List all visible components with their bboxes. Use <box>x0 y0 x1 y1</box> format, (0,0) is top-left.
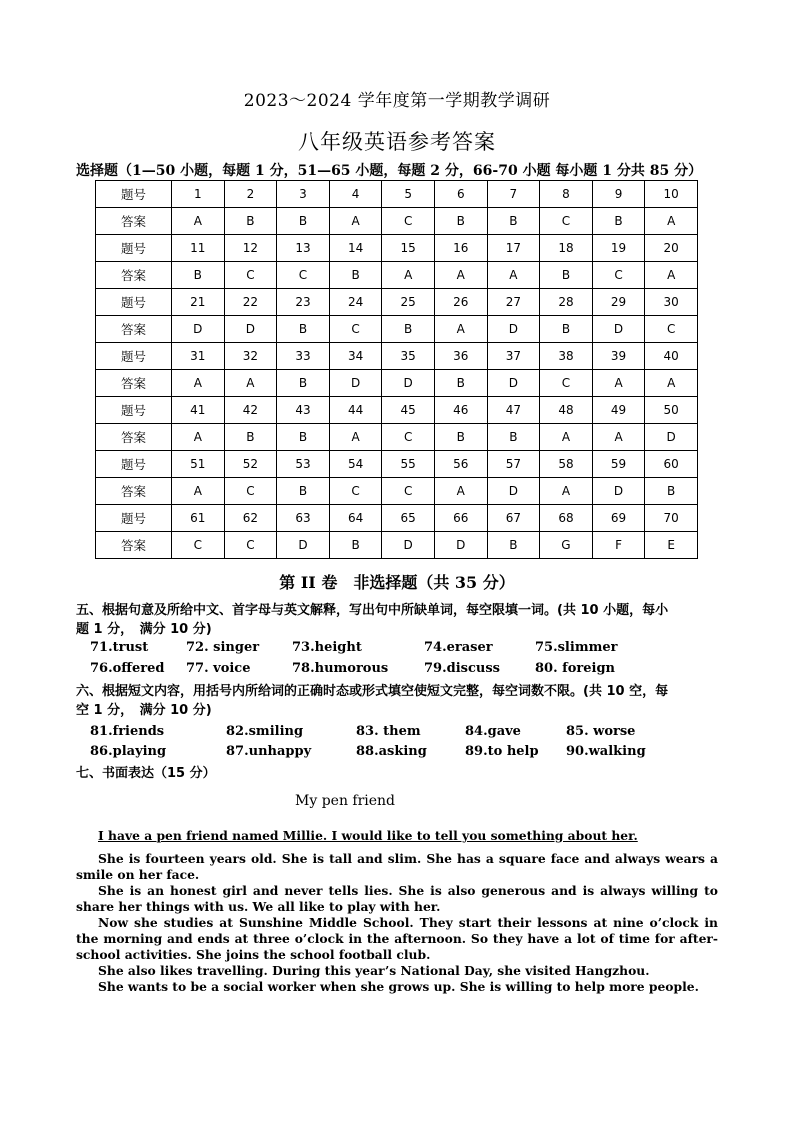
question-number-label: 题号 <box>96 181 172 208</box>
answer-cell: C <box>382 424 435 451</box>
answer-cell: B <box>329 532 382 559</box>
question-number-cell: 67 <box>487 505 540 532</box>
answer-cell: D <box>487 370 540 397</box>
question-number-cell: 17 <box>487 235 540 262</box>
answer-cell: D <box>645 424 698 451</box>
answer-cell: B <box>224 208 277 235</box>
answer-cell: C <box>382 478 435 505</box>
question-number-cell: 42 <box>224 397 277 424</box>
answer-cell: B <box>434 370 487 397</box>
question-number-cell: 3 <box>277 181 330 208</box>
question-number-cell: 45 <box>382 397 435 424</box>
answer-item: 83. them <box>356 724 421 739</box>
question-number-cell: 65 <box>382 505 435 532</box>
answer-cell: B <box>277 370 330 397</box>
question-number-cell: 29 <box>592 289 645 316</box>
answer-cell: B <box>540 262 593 289</box>
answer-cell: A <box>172 478 225 505</box>
question-number-label: 题号 <box>96 289 172 316</box>
answer-cell: A <box>487 262 540 289</box>
answer-item: 90.walking <box>566 744 646 759</box>
question-number-cell: 48 <box>540 397 593 424</box>
answer-item: 84.gave <box>465 724 521 739</box>
question-number-cell: 35 <box>382 343 435 370</box>
essay-intro-sentence: I have a pen friend named Millie. I would like to tell you something about her. <box>98 828 638 843</box>
answer-cell: B <box>487 424 540 451</box>
question-number-cell: 53 <box>277 451 330 478</box>
question-number-cell: 52 <box>224 451 277 478</box>
answer-cell: A <box>645 370 698 397</box>
answer-label: 答案 <box>96 478 172 505</box>
answer-label: 答案 <box>96 370 172 397</box>
answer-label: 答案 <box>96 316 172 343</box>
answer-cell: A <box>329 424 382 451</box>
answer-cell: D <box>434 532 487 559</box>
question-number-cell: 16 <box>434 235 487 262</box>
question-number-cell: 64 <box>329 505 382 532</box>
question-number-cell: 56 <box>434 451 487 478</box>
question-number-label: 题号 <box>96 343 172 370</box>
answer-cell: B <box>487 532 540 559</box>
question-number-cell: 22 <box>224 289 277 316</box>
question-number-cell: 40 <box>645 343 698 370</box>
answer-label: 答案 <box>96 262 172 289</box>
answer-label: 答案 <box>96 532 172 559</box>
answer-cell: B <box>277 424 330 451</box>
question-number-cell: 50 <box>645 397 698 424</box>
answer-cell: B <box>645 478 698 505</box>
answer-cell: E <box>645 532 698 559</box>
answer-cell: B <box>277 208 330 235</box>
part2-heading: 第 II 卷 非选择题（共 35 分） <box>279 573 515 592</box>
question-number-cell: 25 <box>382 289 435 316</box>
question-number-cell: 69 <box>592 505 645 532</box>
essay-paragraph: Now she studies at Sunshine Middle School. They start their lessons at nine o’clock in the morning and ends at three o’clock in the afternoon. So they have a lot of time for after-school activities. She joins the school football club. <box>76 915 718 962</box>
section6-instruction-line2: 空 1 分， 满分 10 分) <box>76 703 212 718</box>
question-number-cell: 27 <box>487 289 540 316</box>
answer-cell: A <box>592 370 645 397</box>
answer-cell: B <box>540 316 593 343</box>
answer-item: 73.height <box>292 640 362 655</box>
answer-item: 88.asking <box>356 744 427 759</box>
answer-item: 74.eraser <box>424 640 493 655</box>
question-number-cell: 70 <box>645 505 698 532</box>
question-number-cell: 68 <box>540 505 593 532</box>
answer-cell: A <box>434 478 487 505</box>
answer-label: 答案 <box>96 208 172 235</box>
answer-cell: A <box>172 208 225 235</box>
answer-item: 72. singer <box>186 640 260 655</box>
answer-cell: C <box>540 370 593 397</box>
answer-cell: B <box>487 208 540 235</box>
answer-cell: C <box>540 208 593 235</box>
answer-cell: B <box>277 478 330 505</box>
question-number-cell: 55 <box>382 451 435 478</box>
section5-instruction <box>76 601 718 639</box>
choice-section-heading: 选择题（1—50 小题，每题 1 分，51—65 小题，每题 2 分，66-70 小题 每小题 1 分共 85 分） <box>76 163 703 179</box>
question-number-cell: 63 <box>277 505 330 532</box>
answer-cell: B <box>382 316 435 343</box>
answer-cell: C <box>329 478 382 505</box>
question-number-cell: 4 <box>329 181 382 208</box>
section7-heading: 七、书面表达（15 分） <box>76 766 216 781</box>
question-number-row <box>96 343 698 370</box>
answer-cell: C <box>277 262 330 289</box>
section6-instruction <box>76 682 718 720</box>
question-number-cell: 11 <box>172 235 225 262</box>
question-number-cell: 38 <box>540 343 593 370</box>
question-number-cell: 49 <box>592 397 645 424</box>
question-number-row <box>96 289 698 316</box>
answer-item: 75.slimmer <box>535 640 618 655</box>
question-number-cell: 10 <box>645 181 698 208</box>
answer-row <box>96 208 698 235</box>
page-title: 八年级英语参考答案 <box>298 130 496 154</box>
question-number-cell: 23 <box>277 289 330 316</box>
answer-row <box>96 478 698 505</box>
question-number-cell: 57 <box>487 451 540 478</box>
question-number-cell: 37 <box>487 343 540 370</box>
answer-item: 82.smiling <box>226 724 304 739</box>
question-number-cell: 41 <box>172 397 225 424</box>
question-number-cell: 43 <box>277 397 330 424</box>
question-number-cell: 39 <box>592 343 645 370</box>
answer-cell: D <box>592 478 645 505</box>
question-number-cell: 34 <box>329 343 382 370</box>
question-number-cell: 62 <box>224 505 277 532</box>
answer-cell: A <box>224 370 277 397</box>
answer-cell: B <box>434 208 487 235</box>
answer-cell: A <box>382 262 435 289</box>
question-number-label: 题号 <box>96 505 172 532</box>
answer-cell: C <box>172 532 225 559</box>
answer-table <box>95 180 698 559</box>
answer-cell: B <box>277 316 330 343</box>
question-number-cell: 1 <box>172 181 225 208</box>
answer-cell: D <box>277 532 330 559</box>
essay-paragraph: She wants to be a social worker when she grows up. She is willing to help more people. <box>98 979 699 994</box>
question-number-cell: 33 <box>277 343 330 370</box>
answer-cell: D <box>329 370 382 397</box>
answer-cell: B <box>592 208 645 235</box>
answer-cell: F <box>592 532 645 559</box>
answer-item: 89.to help <box>465 744 539 759</box>
question-number-cell: 36 <box>434 343 487 370</box>
answer-cell: D <box>382 370 435 397</box>
question-number-cell: 54 <box>329 451 382 478</box>
question-number-label: 题号 <box>96 397 172 424</box>
answer-cell: A <box>434 262 487 289</box>
answer-item: 78.humorous <box>292 661 389 676</box>
answer-item: 81.friends <box>90 724 165 739</box>
essay-paragraph: She is an honest girl and never tells lies. She is also generous and is always willing to share her things with us. We all like to play with her. <box>76 883 718 914</box>
section5-instruction-line2: 题 1 分， 满分 10 分) <box>76 622 212 637</box>
answer-item: 87.unhappy <box>226 744 312 759</box>
answer-row <box>96 316 698 343</box>
answer-cell: C <box>224 532 277 559</box>
answer-cell: D <box>487 478 540 505</box>
question-number-cell: 5 <box>382 181 435 208</box>
question-number-cell: 60 <box>645 451 698 478</box>
question-number-cell: 26 <box>434 289 487 316</box>
answer-cell: A <box>329 208 382 235</box>
answer-cell: D <box>224 316 277 343</box>
answer-cell: D <box>172 316 225 343</box>
answer-cell: A <box>592 424 645 451</box>
answer-cell: C <box>224 262 277 289</box>
question-number-row <box>96 235 698 262</box>
answer-item: 86.playing <box>90 744 167 759</box>
question-number-cell: 44 <box>329 397 382 424</box>
question-number-cell: 58 <box>540 451 593 478</box>
essay-title: My pen friend <box>295 793 396 809</box>
question-number-row <box>96 181 698 208</box>
question-number-cell: 46 <box>434 397 487 424</box>
essay-paragraph <box>76 828 718 844</box>
answer-cell: C <box>329 316 382 343</box>
question-number-cell: 6 <box>434 181 487 208</box>
answer-cell: D <box>592 316 645 343</box>
question-number-cell: 59 <box>592 451 645 478</box>
question-number-cell: 28 <box>540 289 593 316</box>
question-number-cell: 30 <box>645 289 698 316</box>
question-number-cell: 8 <box>540 181 593 208</box>
answer-label: 答案 <box>96 424 172 451</box>
answer-item: 71.trust <box>90 640 149 655</box>
answer-cell: A <box>540 424 593 451</box>
question-number-cell: 15 <box>382 235 435 262</box>
question-number-label: 题号 <box>96 451 172 478</box>
question-number-cell: 47 <box>487 397 540 424</box>
answer-cell: A <box>645 262 698 289</box>
question-number-cell: 2 <box>224 181 277 208</box>
section5-instruction-line1: 五、根据句意及所给中文、首字母与英文解释，写出句中所缺单词，每空限填一词。(共 10 小题，每小 <box>76 603 669 618</box>
question-number-cell: 19 <box>592 235 645 262</box>
question-number-cell: 32 <box>224 343 277 370</box>
question-number-cell: 9 <box>592 181 645 208</box>
question-number-cell: 20 <box>645 235 698 262</box>
answer-row <box>96 532 698 559</box>
answer-cell: G <box>540 532 593 559</box>
question-number-cell: 12 <box>224 235 277 262</box>
answer-item: 79.discuss <box>424 661 500 676</box>
answer-cell: A <box>172 370 225 397</box>
answer-cell: B <box>434 424 487 451</box>
answer-cell: A <box>172 424 225 451</box>
question-number-cell: 24 <box>329 289 382 316</box>
answer-cell: C <box>592 262 645 289</box>
year-title: 2023～2024 学年度第一学期教学调研 <box>243 91 551 111</box>
question-number-cell: 13 <box>277 235 330 262</box>
question-number-cell: 7 <box>487 181 540 208</box>
answer-cell: C <box>382 208 435 235</box>
question-number-cell: 21 <box>172 289 225 316</box>
question-number-cell: 14 <box>329 235 382 262</box>
answer-cell: B <box>329 262 382 289</box>
answer-cell: D <box>382 532 435 559</box>
answer-cell: D <box>487 316 540 343</box>
answer-row <box>96 424 698 451</box>
question-number-cell: 31 <box>172 343 225 370</box>
answer-item: 76.offered <box>90 661 165 676</box>
answer-cell: C <box>645 316 698 343</box>
answer-cell: B <box>172 262 225 289</box>
essay-paragraph: She is fourteen years old. She is tall and slim. She has a square face and always wears a smile on her face. <box>76 851 718 882</box>
question-number-cell: 51 <box>172 451 225 478</box>
question-number-row <box>96 505 698 532</box>
section6-instruction-line1: 六、根据短文内容，用括号内所给词的正确时态或形式填空使短文完整，每空词数不限。(共 10 空，每 <box>76 684 669 699</box>
question-number-cell: 61 <box>172 505 225 532</box>
answer-item: 80. foreign <box>535 661 616 676</box>
answer-row <box>96 262 698 289</box>
essay-paragraph: She also likes travelling. During this year’s National Day, she visited Hangzhou. <box>98 963 650 978</box>
answer-item: 85. worse <box>566 724 636 739</box>
answer-cell: A <box>434 316 487 343</box>
question-number-label: 题号 <box>96 235 172 262</box>
question-number-cell: 18 <box>540 235 593 262</box>
answer-cell: A <box>645 208 698 235</box>
question-number-row <box>96 451 698 478</box>
answer-cell: B <box>224 424 277 451</box>
answer-row <box>96 370 698 397</box>
question-number-cell: 66 <box>434 505 487 532</box>
answer-item: 77. voice <box>186 661 251 676</box>
question-number-row <box>96 397 698 424</box>
answer-cell: C <box>224 478 277 505</box>
answer-cell: A <box>540 478 593 505</box>
